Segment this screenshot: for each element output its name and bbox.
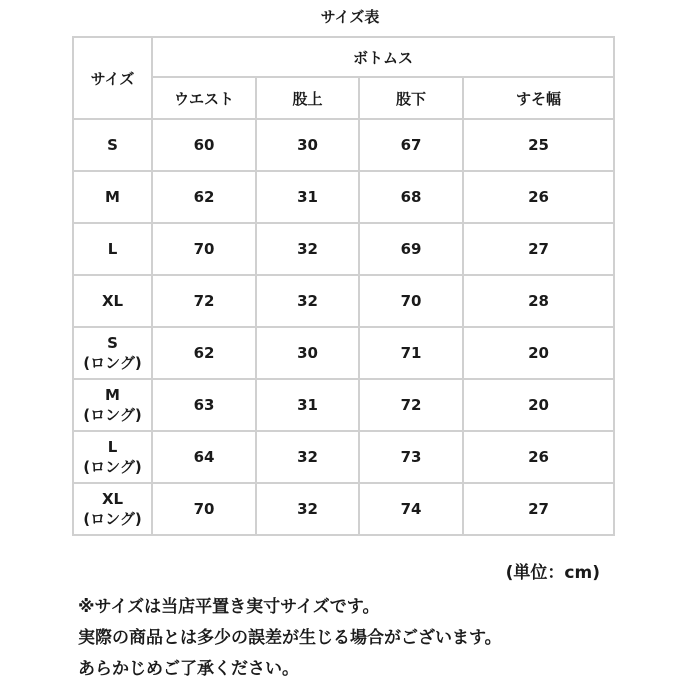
- size-label: M: [105, 188, 120, 206]
- value-cell: 72: [152, 275, 256, 327]
- value-cell: 25: [463, 119, 614, 171]
- size-label: L: [107, 240, 118, 258]
- value-cell: 70: [152, 483, 256, 535]
- value-cell: 71: [359, 327, 463, 379]
- value-cell: 31: [256, 171, 359, 223]
- size-cell: [73, 275, 152, 327]
- value-cell: 32: [256, 223, 359, 275]
- value-cell: 68: [359, 171, 463, 223]
- value-cell: 67: [359, 119, 463, 171]
- size-label: M: [105, 385, 120, 404]
- bottoms-group-header: ボトムス: [152, 37, 614, 77]
- notes: [78, 592, 502, 685]
- column-header-inseam: 股下: [359, 77, 463, 119]
- size-cell: [73, 379, 152, 431]
- size-column-header: サイズ: [73, 37, 152, 119]
- value-cell: 72: [359, 379, 463, 431]
- size-cell: [73, 171, 152, 223]
- size-label: XL: [101, 292, 124, 310]
- size-cell: [73, 483, 152, 535]
- size-table: [72, 36, 615, 536]
- column-header-hem-width: すそ幅: [463, 77, 614, 119]
- size-label: L: [107, 437, 118, 456]
- value-cell: 64: [152, 431, 256, 483]
- value-cell: 27: [463, 483, 614, 535]
- value-cell: 31: [256, 379, 359, 431]
- size-variant-label: (ロング): [83, 353, 142, 372]
- table-row: [73, 223, 614, 275]
- value-cell: 26: [463, 431, 614, 483]
- table-row: [73, 275, 614, 327]
- value-cell: 62: [152, 171, 256, 223]
- value-cell: 30: [256, 119, 359, 171]
- value-cell: 20: [463, 379, 614, 431]
- value-cell: 69: [359, 223, 463, 275]
- column-header-waist: ウエスト: [152, 77, 256, 119]
- size-variant-label: (ロング): [83, 405, 142, 424]
- value-cell: 32: [256, 275, 359, 327]
- page-title: サイズ表: [320, 8, 380, 26]
- table-row: [73, 327, 614, 379]
- size-label: XL: [101, 489, 124, 508]
- size-variant-label: (ロング): [83, 457, 142, 476]
- unit-label: (単位：cm): [505, 563, 600, 583]
- value-cell: 20: [463, 327, 614, 379]
- table-row: [73, 483, 614, 535]
- value-cell: 62: [152, 327, 256, 379]
- value-cell: 73: [359, 431, 463, 483]
- size-cell: [73, 119, 152, 171]
- size-label: S: [107, 333, 118, 352]
- value-cell: 63: [152, 379, 256, 431]
- value-cell: 60: [152, 119, 256, 171]
- value-cell: 70: [359, 275, 463, 327]
- table-row: [73, 119, 614, 171]
- table-row: [73, 379, 614, 431]
- size-variant-label: (ロング): [83, 509, 142, 528]
- value-cell: 26: [463, 171, 614, 223]
- size-cell: [73, 223, 152, 275]
- size-cell: [73, 431, 152, 483]
- note-line: 実際の商品とは多少の誤差が生じる場合がございます。: [78, 628, 502, 648]
- value-cell: 28: [463, 275, 614, 327]
- value-cell: 27: [463, 223, 614, 275]
- value-cell: 32: [256, 431, 359, 483]
- value-cell: 32: [256, 483, 359, 535]
- size-cell: [73, 327, 152, 379]
- note-line: あらかじめご了承ください。: [78, 659, 299, 679]
- value-cell: 70: [152, 223, 256, 275]
- size-label: S: [107, 136, 118, 154]
- table-row: [73, 431, 614, 483]
- value-cell: 30: [256, 327, 359, 379]
- note-line: ※サイズは当店平置き実寸サイズです。: [78, 597, 380, 617]
- column-header-rise: 股上: [256, 77, 359, 119]
- value-cell: 74: [359, 483, 463, 535]
- table-row: [73, 171, 614, 223]
